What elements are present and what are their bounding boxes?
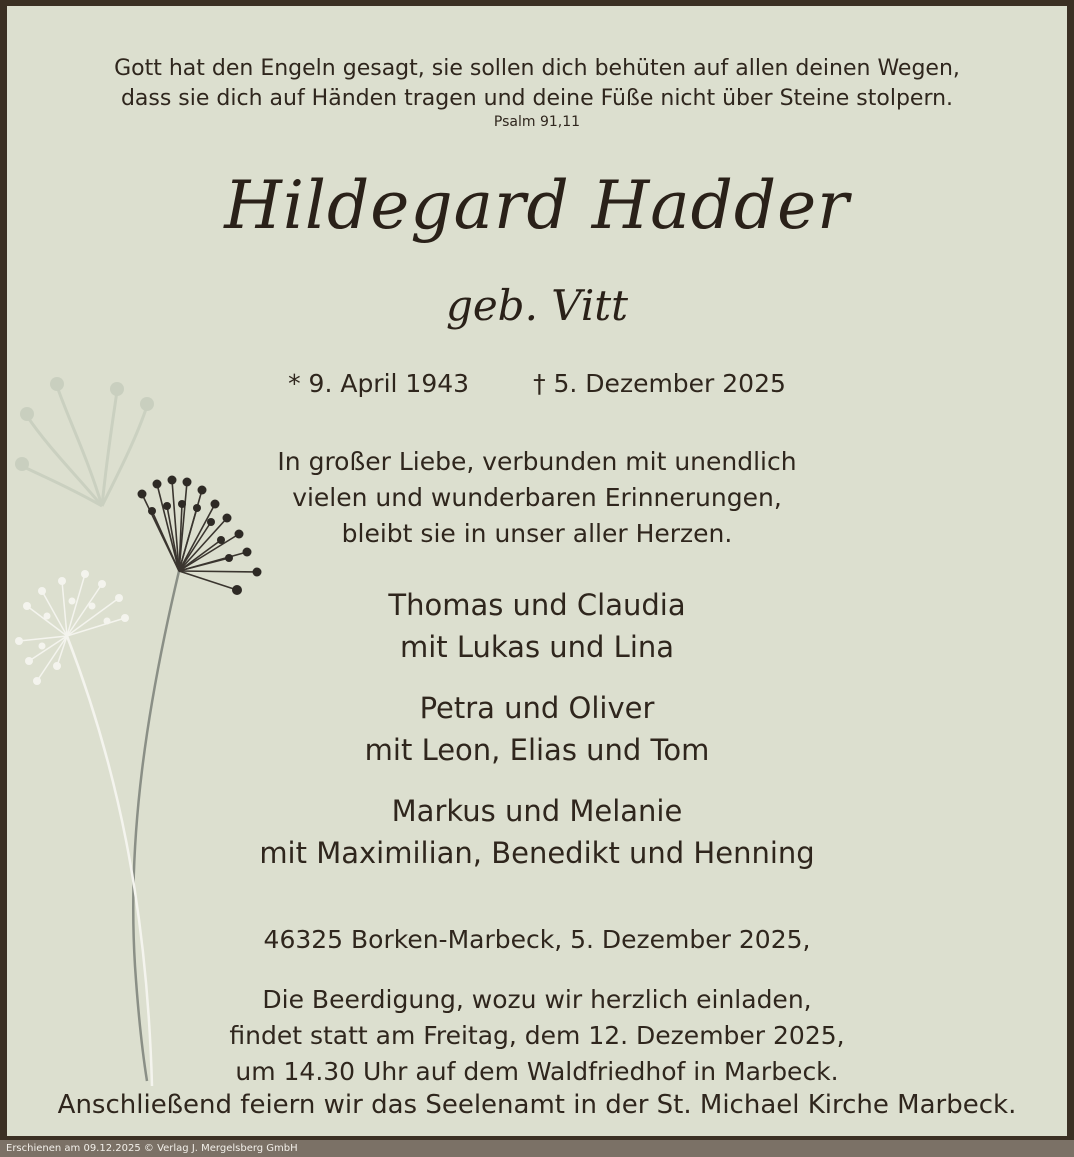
family-children: mit Maximilian, Benedikt und Henning	[259, 836, 815, 870]
family-children: mit Lukas und Lina	[399, 630, 675, 664]
family-group	[7, 687, 1067, 771]
family-parents: Petra und Oliver	[419, 691, 655, 725]
life-dates	[7, 366, 1067, 402]
funeral-details	[7, 982, 1067, 1090]
family-group	[7, 790, 1067, 874]
birth-name: geb. Vitt	[445, 281, 629, 330]
place-and-date: 46325 Borken-Marbeck, 5. Dezember 2025,	[263, 925, 811, 954]
requiem-notice: Anschließend feiern wir das Seelenamt in der St. Michael Kirche Marbeck.	[57, 1090, 1017, 1120]
birth-date: * 9. April 1943	[288, 369, 470, 398]
psalm-line: Gott hat den Engeln gesagt, sie sollen dich behüten auf allen deinen Wegen,	[114, 56, 960, 81]
psalm-verse	[7, 54, 1067, 114]
funeral-line: findet statt am Freitag, dem 12. Dezember 2025,	[229, 1021, 845, 1050]
funeral-line: Die Beerdigung, wozu wir herzlich einladen,	[262, 985, 812, 1014]
family-children: mit Leon, Elias und Tom	[364, 733, 710, 767]
publication-footer: Erschienen am 09.12.2025 © Verlag J. Mergelsberg GmbH	[0, 1140, 1074, 1157]
psalm-line: dass sie dich auf Händen tragen und deine Füße nicht über Steine stolpern.	[120, 86, 954, 111]
family-parents: Markus und Melanie	[391, 794, 683, 828]
family-group	[7, 584, 1067, 668]
deceased-name: Hildegard Hadder	[224, 167, 850, 244]
message-line: bleibt sie in unser aller Herzen.	[341, 519, 733, 548]
family-parents: Thomas und Claudia	[388, 588, 686, 622]
obituary-card	[7, 6, 1067, 1136]
message-line: In großer Liebe, verbunden mit unendlich	[277, 447, 797, 476]
message-line: vielen und wunderbaren Erinnerungen,	[292, 483, 782, 512]
funeral-line: um 14.30 Uhr auf dem Waldfriedhof in Marbeck.	[235, 1057, 839, 1086]
memorial-message	[7, 444, 1067, 552]
death-date: † 5. Dezember 2025	[533, 369, 786, 398]
psalm-reference: Psalm 91,11	[493, 114, 581, 130]
